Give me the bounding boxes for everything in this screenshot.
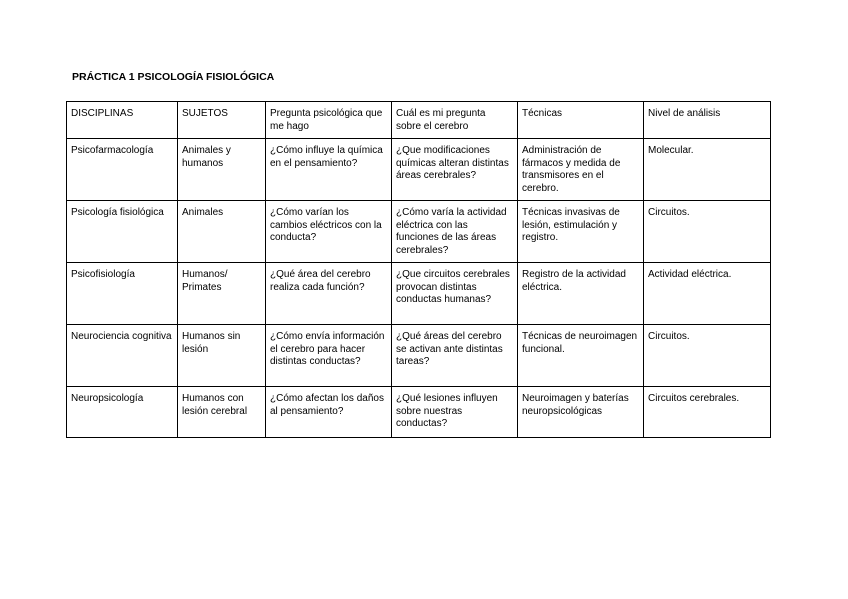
table-row bbox=[67, 201, 771, 263]
page-title: PRÁCTICA 1 PSICOLOGÍA FISIOLÓGICA bbox=[72, 71, 275, 83]
header-cell-pregunta-cerebro: Cuál es mi pregunta sobre el cerebro bbox=[392, 102, 518, 139]
table-cell: Humanos sin lesión bbox=[178, 325, 266, 387]
table-cell: Animales bbox=[178, 201, 266, 263]
table-row bbox=[67, 387, 771, 438]
table-row bbox=[67, 263, 771, 325]
table-cell: Neurociencia cognitiva bbox=[67, 325, 178, 387]
header-cell-disciplinas: DISCIPLINAS bbox=[67, 102, 178, 139]
table-row bbox=[67, 139, 771, 201]
table-cell: Molecular. bbox=[644, 139, 771, 201]
table-cell: Técnicas invasivas de lesión, estimulación y registro. bbox=[518, 201, 644, 263]
table-cell: ¿Cómo envía información el cerebro para hacer distintas conductas? bbox=[266, 325, 392, 387]
table-cell: Neuroimagen y baterías neuropsicológicas bbox=[518, 387, 644, 438]
table-cell: Animales y humanos bbox=[178, 139, 266, 201]
table-cell: Circuitos. bbox=[644, 201, 771, 263]
disciplines-table bbox=[66, 101, 771, 438]
table-cell: Actividad eléctrica. bbox=[644, 263, 771, 325]
table-cell: ¿Que circuitos cerebrales provocan distintas conductas humanas? bbox=[392, 263, 518, 325]
header-cell-nivel-analisis: Nivel de análisis bbox=[644, 102, 771, 139]
table-cell: Técnicas de neuroimagen funcional. bbox=[518, 325, 644, 387]
table-header-row bbox=[67, 102, 771, 139]
table-cell: Circuitos. bbox=[644, 325, 771, 387]
table-cell: Neuropsicología bbox=[67, 387, 178, 438]
table-cell: ¿Qué área del cerebro realiza cada función? bbox=[266, 263, 392, 325]
table-cell: ¿Cómo varían los cambios eléctricos con la conducta? bbox=[266, 201, 392, 263]
table-cell: Psicología fisiológica bbox=[67, 201, 178, 263]
table-cell: ¿Que modificaciones químicas alteran distintas áreas cerebrales? bbox=[392, 139, 518, 201]
table-cell: Humanos/ Primates bbox=[178, 263, 266, 325]
table-cell: Humanos con lesión cerebral bbox=[178, 387, 266, 438]
table-cell: Psicofarmacología bbox=[67, 139, 178, 201]
table-cell: Registro de la actividad eléctrica. bbox=[518, 263, 644, 325]
table-cell: ¿Cómo afectan los daños al pensamiento? bbox=[266, 387, 392, 438]
header-cell-pregunta-psicologica: Pregunta psicológica que me hago bbox=[266, 102, 392, 139]
table-cell: ¿Cómo varía la actividad eléctrica con las funciones de las áreas cerebrales? bbox=[392, 201, 518, 263]
table-cell: Psicofisiología bbox=[67, 263, 178, 325]
table-cell: Circuitos cerebrales. bbox=[644, 387, 771, 438]
table-row bbox=[67, 325, 771, 387]
table-cell: Administración de fármacos y medida de transmisores en el cerebro. bbox=[518, 139, 644, 201]
table-cell: ¿Cómo influye la química en el pensamiento? bbox=[266, 139, 392, 201]
table-cell: ¿Qué áreas del cerebro se activan ante distintas tareas? bbox=[392, 325, 518, 387]
header-cell-tecnicas: Técnicas bbox=[518, 102, 644, 139]
table-cell: ¿Qué lesiones influyen sobre nuestras conductas? bbox=[392, 387, 518, 438]
header-cell-sujetos: SUJETOS bbox=[178, 102, 266, 139]
